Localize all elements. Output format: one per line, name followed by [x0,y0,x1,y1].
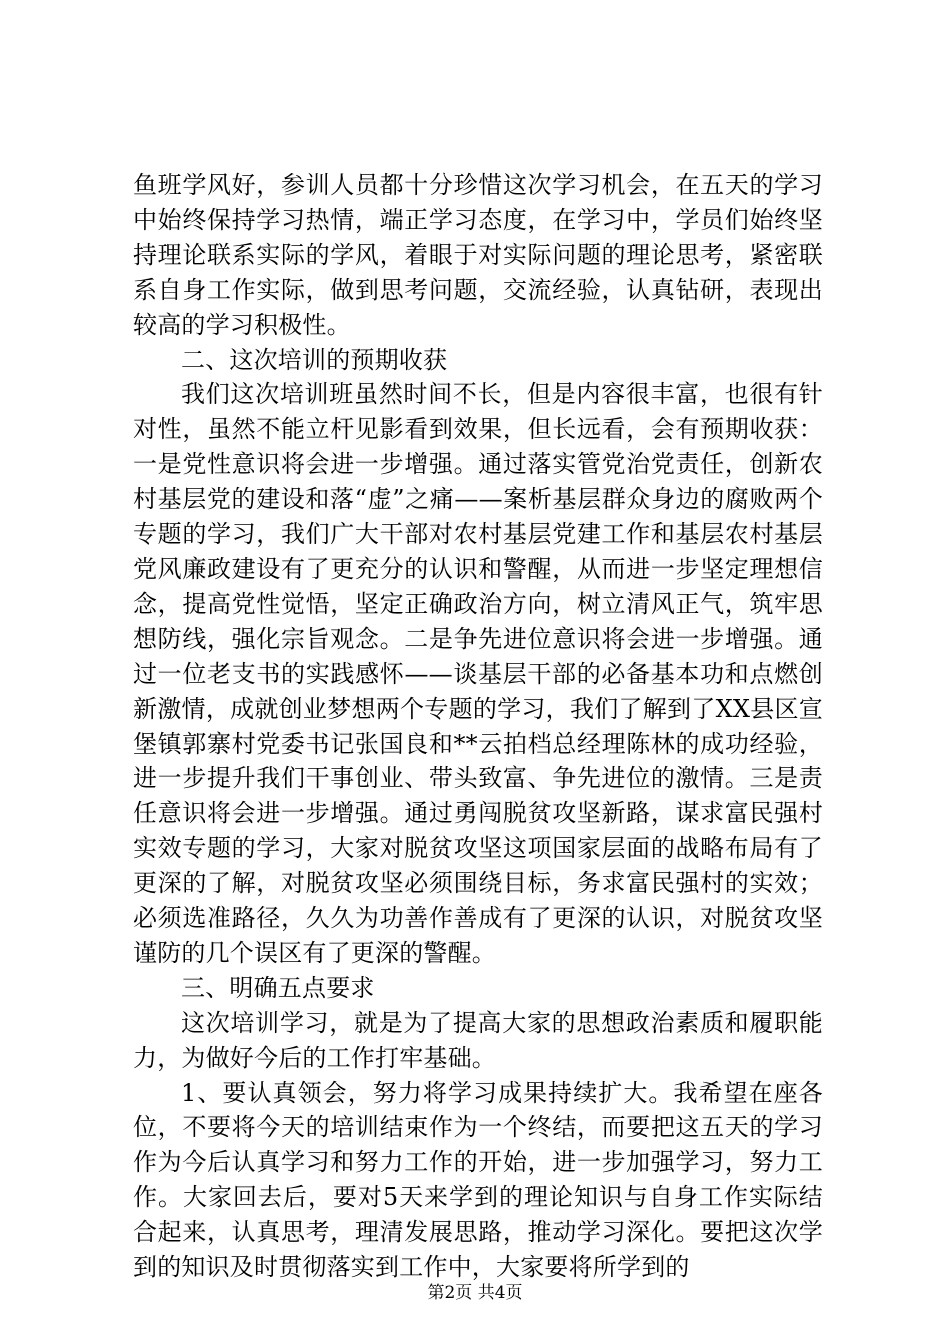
paragraph-continuation: 鱼班学风好，参训人员都十分珍惜这次学习机会，在五天的学习中始终保持学习热情，端正学习态度，在学习中，学员们始终坚持理论联系实际的学风，着眼于对实际问题的理论思考，紧密联系自身工作实际，做到思考问题，交流经验，认真钻研，表现出较高的学习积极性。 [133,171,823,339]
document-body [133,168,823,1285]
page-number-footer: 第2页 共4页 [427,1283,523,1303]
paragraph-training-purpose: 这次培训学习，就是为了提高大家的思想政治素质和履职能力，为做好今后的工作打牢基础。 [133,1008,823,1072]
paragraph-requirement-1: 1、要认真领会，努力将学习成果持续扩大。我希望在座各位，不要将今天的培训结束作为一个终结，而要把这五天的学习作为今后认真学习和努力工作的开始，进一步加强学习，努力工作。大家回去后，要对5天来学到的理论知识与自身工作实际结合起来，认真思考，理清发展思路，推动学习深化。要把这次学到的知识及时贯彻落实到工作中，大家要将所学到的 [133,1078,823,1282]
section-heading-five-requirements: 三、明确五点要求 [181,973,375,1002]
section-heading-expected-gains: 二、这次培训的预期收获 [181,345,448,374]
paragraph-expected-gains: 我们这次培训班虽然时间不长，但是内容很丰富，也很有针对性，虽然不能立杆见影看到效果，但长远看，会有预期收获：一是党性意识将会进一步增强。通过落实管党治党责任，创新农村基层党的建设和落“虚”之痛——案析基层群众身边的腐败两个专题的学习，我们广大干部对农村基层党建工作和基层农村基层党风廉政建设有了更充分的认识和警醒，从而进一步坚定理想信念，提高党性觉悟，坚定正确政治方向，树立清风正气，筑牢思想防线，强化宗旨观念。二是争先进位意识将会进一步增强。通过一位老支书的实践感怀——谈基层干部的必备基本功和点燃创新激情，成就创业梦想两个专题的学习，我们了解到了XX县区宣堡镇郭寨村党委书记张国良和**云拍档总经理陈林的成功经验，进一步提升我们干事创业、带头致富、争先进位的激情。三是责任意识将会进一步增强。通过勇闯脱贫攻坚新路，谋求富民强村实效专题的学习，大家对脱贫攻坚这项国家层面的战略布局有了更深的了解，对脱贫攻坚必须围绕目标，务求富民强村的实效；必须选准路径，久久为功善作善成有了更深的认识，对脱贫攻坚谨防的几个误区有了更深的警醒。 [133,380,823,967]
